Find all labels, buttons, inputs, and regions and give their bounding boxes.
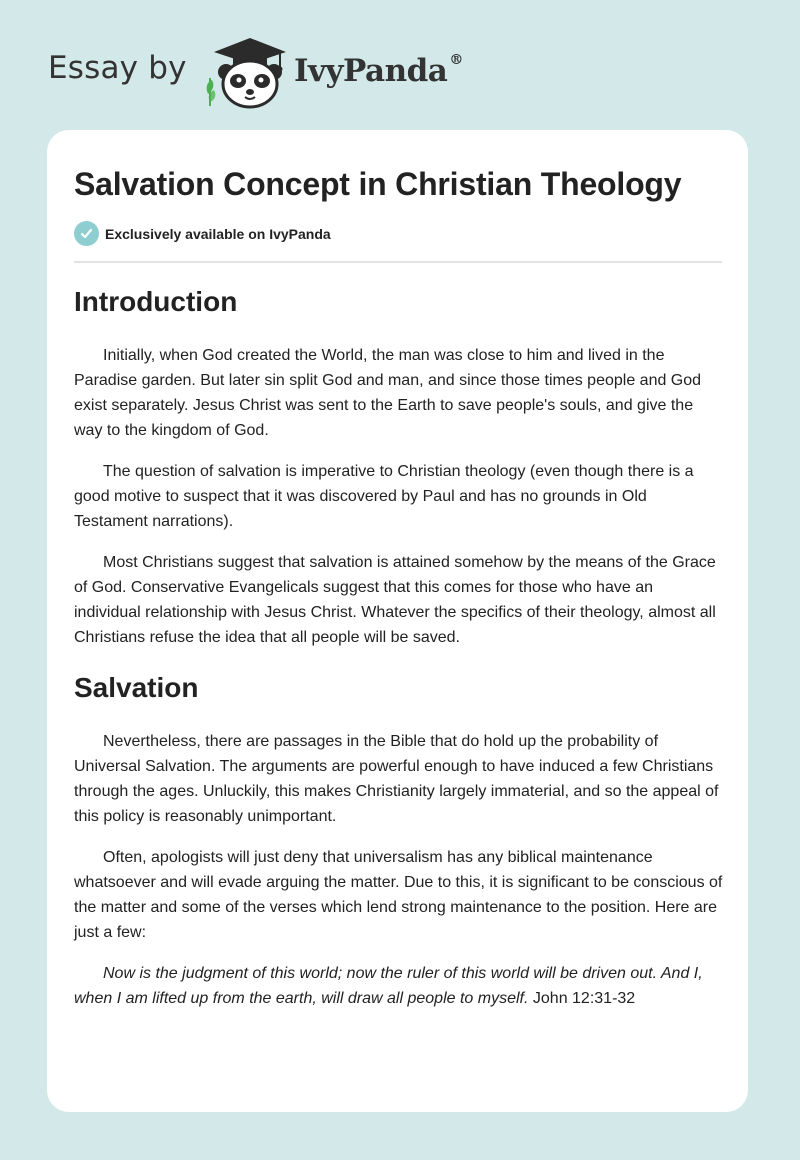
section-introduction (74, 280, 724, 650)
paragraph: Nevertheless, there are passages in the Bible that do hold up the probability of Universal Salvation. The arguments are powerful enough to have induced a few Christians through the ages. Unluckily, this makes Christianity largely immaterial, and so the appeal of this policy is reasonably unimportant. (74, 733, 719, 825)
paragraph: Often, apologists will just deny that universalism has any biblical maintenance whatsoever and will evade arguing the matter. Due to this, it is significant to be conscious of the matter and some of the verses which lend strong maintenance to the position. Here are just a few: (74, 849, 723, 941)
exclusive-badge (74, 221, 331, 246)
bible-quote (74, 961, 724, 1011)
article-body (74, 280, 724, 1027)
panda-graduate-logo-icon[interactable] (200, 34, 296, 110)
paragraph: The question of salvation is imperative to Christian theology (even though there is a good motive to suspect that it was discovered by Paul and has no grounds in Old Testament narrations). (74, 463, 694, 530)
paragraph: Initially, when God created the World, the man was close to him and lived in the Paradise garden. But later sin split God and man, and since those times people and God exist separately. Jesus Christ was sent to the Earth to save people's souls, and give the way to the kingdom of God. (74, 347, 702, 439)
section-heading: Introduction (74, 286, 238, 317)
brand-name: IvyPanda (294, 53, 448, 89)
divider (74, 261, 722, 263)
section-salvation (74, 666, 724, 1011)
article-card (47, 130, 748, 1112)
badge-label: Exclusively available on IvyPanda (105, 225, 331, 242)
paragraph: Most Christians suggest that salvation is attained somehow by the means of the Grace of God. Conservative Evangelicals suggest that this comes for those who have an individual relationship with Jesus Christ. Whatever the specifics of their theology, almost all Christians refuse the idea that all people will be saved. (74, 554, 716, 646)
article-title: Salvation Concept in Christian Theology (74, 166, 682, 202)
quote-text: Now is the judgment of this world; now the ruler of this world will be driven out. And I, when I am lifted up from the earth, will draw all people to myself. (74, 965, 703, 1007)
site-header (0, 0, 800, 130)
section-heading: Salvation (74, 672, 199, 703)
essay-by-label: Essay by (48, 50, 187, 86)
quote-reference: John 12:31-32 (532, 990, 636, 1007)
check-circle-icon (74, 221, 99, 246)
brand-logo-text[interactable] (294, 53, 463, 89)
registered-mark: ® (449, 51, 463, 68)
